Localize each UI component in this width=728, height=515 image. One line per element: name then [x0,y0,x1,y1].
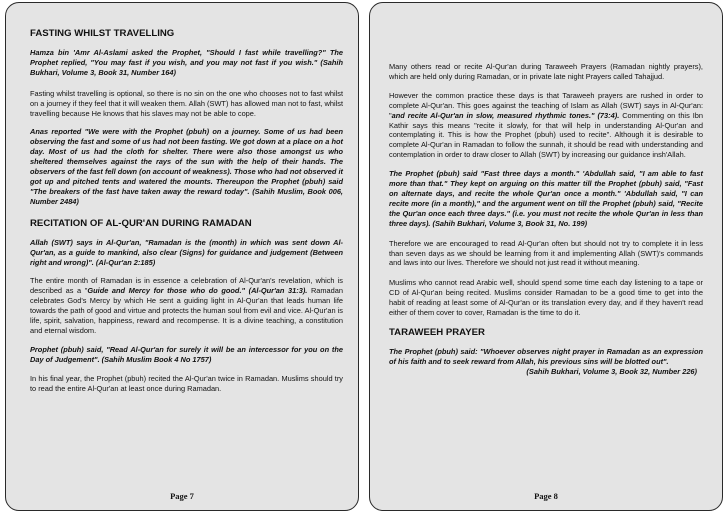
heading-taraweeh-prayer: TARAWEEH PRAYER [389,326,485,338]
paragraph-final-year: In his final year, the Prophet (pbuh) recited the Al-Qur'an twice in Ramadan. Muslims should try to read the entire Al-Qur'an at least once during Ramadan. [30,373,343,393]
paragraph-taraweeh: Many others read or recite Al-Qur'an during Taraweeh Prayers (Ramadan nightly prayers), which are held only during Ramadan, or in private late night Prayers called Tahajjud. [389,62,703,81]
heading-recitation: RECITATION OF AL-QUR'AN DURING RAMADAN [30,217,252,229]
quran-verse-73-4: and recite Al-Qur'an in slow, measured rhythmic tones." (73:4). [391,110,620,120]
hadith-abdullah: The Prophet (pbuh) said "Fast three days a month." 'Abdullah said, "I am able to fast more than that." They kept on arguing on this matter till the Prophet (pbuh) said, "Fast on alternate days, and recite the whole Qur'an once a month." 'Abdullah said, "I can recite more (in a month)," and the argument went on till the Prophet (pbuh) said, "Recite the Qur'an once each three days." (i.e. you must not recite the whole Qur'an in less than three days). (Sahih Bukhari, Volume 3, Book 31, No. 199) [389,169,703,228]
paragraph-listening: Muslims who cannot read Arabic well, should spend some time each day listening to a tape or CD of Al-Qur'an being recited. Muslims consider Ramadan to be a good time to get into the habit of reading at least some of Al-Qur'an or its translation every day, and if they haven't read either of them cover to cover, Ramadan is the time to do it. [389,278,703,318]
page-number: Page 7 [170,491,194,501]
paragraph-fasting-optional: Fasting whilst travelling is optional, so there is no sin on the one who chooses not to fast whilst on a journey if they feel that it will weaken them. Allah (SWT) has allowed man not to fast, whilst travelling because He knows that his slaves may not be able to cope. [30,88,344,118]
paragraph-rushed-prayers [389,91,703,160]
text-run: The entire month of Ramadan is in essence a celebration of Al-Qur'an's revelation, which is described as a " [30,276,343,296]
hadith-night-prayer-reference: (Sahih Bukhari, Volume 3, Book 32, Number 226) [526,366,697,376]
text-run: Ramadan celebrates God's Mercy by which He sent a guiding light in Al-Qur'an that leads human life towards the path of good and virtue and protects the human soul from evil and vice. Al-Qur'an is life, spirit, salvation, happiness, reward and recompense. It is a divine teaching, a constitution and eternal wisdom. [30,286,343,335]
page-number: Page 8 [534,491,558,501]
paragraph-seven-days: Therefore we are encouraged to read Al-Qur'an often but should not try to complete it in less than seven days as we should be learning from it and implementing Allah (SWT)'s commands and laws into our lives. Therefore we should not just read it without meaning. [389,238,703,268]
hadith-anas: Anas reported "We were with the Prophet (pbuh) on a journey. Some of us had been observing the fast and some of us had not been fasting. We got down at a place on a hot day. Most of us had the cloth for shelter. There were also those amongst us who sheltered themselves against the rays of the sun with the help of their hands. The observers of the fast fell down (on account of weakness). Those who had not observed it got up and pitched tents and watered the mounts. Thereupon the Prophet (pbuh) said "The breakers of the fast have taken away the reward today". (Sahih Muslim, Book 006, Number 2484) [30,127,343,206]
hadith-night-prayer: The Prophet (pbuh) said: "Whoever observes night prayer in Ramadan as an expression of his faith and to seek reward from Allah, his previous sins will be blotted out". [389,346,703,366]
page-8-content [389,3,703,510]
page-7-content [30,3,343,510]
page-7 [5,2,359,511]
hadith-intercessor: Prophet (pbuh) said, "Read Al-Qur'an for surely it will be an intercessor for you on the Day of Judgement". (Sahih Muslim Book 4 No 1757) [30,344,343,364]
heading-fasting-whilst-travelling: FASTING WHILST TRAVELLING [30,28,175,39]
page-8 [369,2,723,511]
paragraph-ramadan-celebration [30,276,343,335]
text-run: However the common practice these days is that Taraweeh prayers are rushed in order to complete Al-Qur'an. This goes against the teaching of Islam as Allah (SWT) says in Al-Qur'an: " [389,90,703,120]
quran-verse-2-185: Allah (SWT) says in Al-Qur'an, "Ramadan is the (month) in which was sent down Al-Qur'an, as a guide to mankind, also clear (Signs) for guidance and judgement (Between right and wrong)". (Al-Qur'an 2:185) [30,237,343,267]
quran-verse-31-3: Guide and Mercy for those who do good." (Al-Qur'an 31:3). [87,286,308,296]
text-run: Commenting on this Ibn Kathir says this means "recite it slowly, for that will help in understanding Al-Qur'an and contemplating it. This is how the Prophet (pbuh) used to recite". Although it is desirable to complete Al-Qur'an in Ramadan to follow the sunnah, it should be read with understanding and contemplation in order to draw closer to Allah (SWT) by increasing our guidance insh'Allah. [389,110,704,160]
hadith-hamza: Hamza bin 'Amr Al-Aslami asked the Prophet, "Should I fast while travelling?" The Prophet replied, "You may fast if you wish, and you may not fast if you wish." (Sahih Bukhari, Volume 3, Book 31, Number 164) [30,48,343,77]
